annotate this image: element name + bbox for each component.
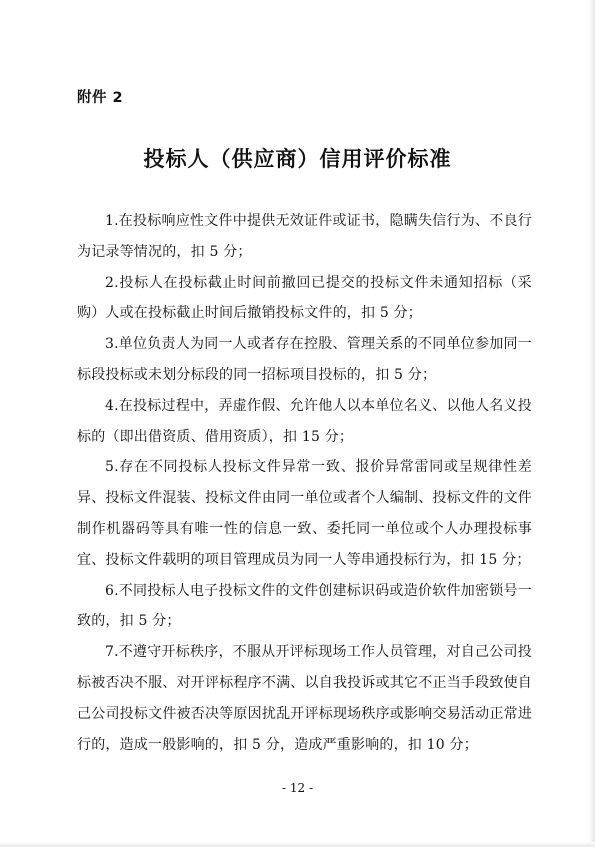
criteria-item-7: 7.不遵守开标秩序，不服从开评标现场工作人员管理，对自己公司投标被否决不服、对开评标程序不满、以自我投诉或其它不正当手段致使自己公司投标文件被否决等原因扰乱开评标现场秩序或影响交易活动正常进行的，造成一般影响的，扣 5 分，造成严重影响的，扣 10 分； <box>77 644 532 753</box>
criteria-item-6: 6.不同投标人电子投标文件的文件创建标识码或造价软件加密锁号一致的，扣 5 分； <box>77 582 532 630</box>
page-edge-shadow-bottom <box>0 842 595 847</box>
criteria-item-4: 4.在投标过程中，弄虚作假、允许他人以本单位名义、以他人名义投标的（即出借资质、借用资质），扣 15 分； <box>77 397 532 445</box>
document-body <box>77 206 532 760</box>
page-number: - 12 - <box>281 781 313 795</box>
attachment-label: 附件 2 <box>77 90 124 106</box>
document-title: 投标人（供应商）信用评价标准 <box>143 147 452 171</box>
criteria-item-3: 3.单位负责人为同一人或者存在控股、管理关系的不同单位参加同一标段投标或未划分标段的同一招标项目投标的，扣 5 分； <box>77 336 532 383</box>
criteria-item-2: 2.投标人在投标截止时间前撤回已提交的投标文件未通知招标（采购）人或在投标截止时间后撤销投标文件的，扣 5 分； <box>77 274 532 322</box>
page-edge-shadow-right <box>589 0 595 847</box>
criteria-item-1: 1.在投标响应性文件中提供无效证件或证书，隐瞒失信行为、不良行为记录等情况的，扣 5 分； <box>77 213 532 260</box>
criteria-item-5: 5.存在不同投标人投标文件异常一致、报价异常雷同或呈规律性差异、投标文件混装、投标文件由同一单位或者个人编制、投标文件的文件制作机器码等具有唯一性的信息一致、委托同一单位或个人办理投标事宜、投标文件载明的项目管理成员为同一人等串通投标行为，扣 15 分； <box>77 459 532 568</box>
